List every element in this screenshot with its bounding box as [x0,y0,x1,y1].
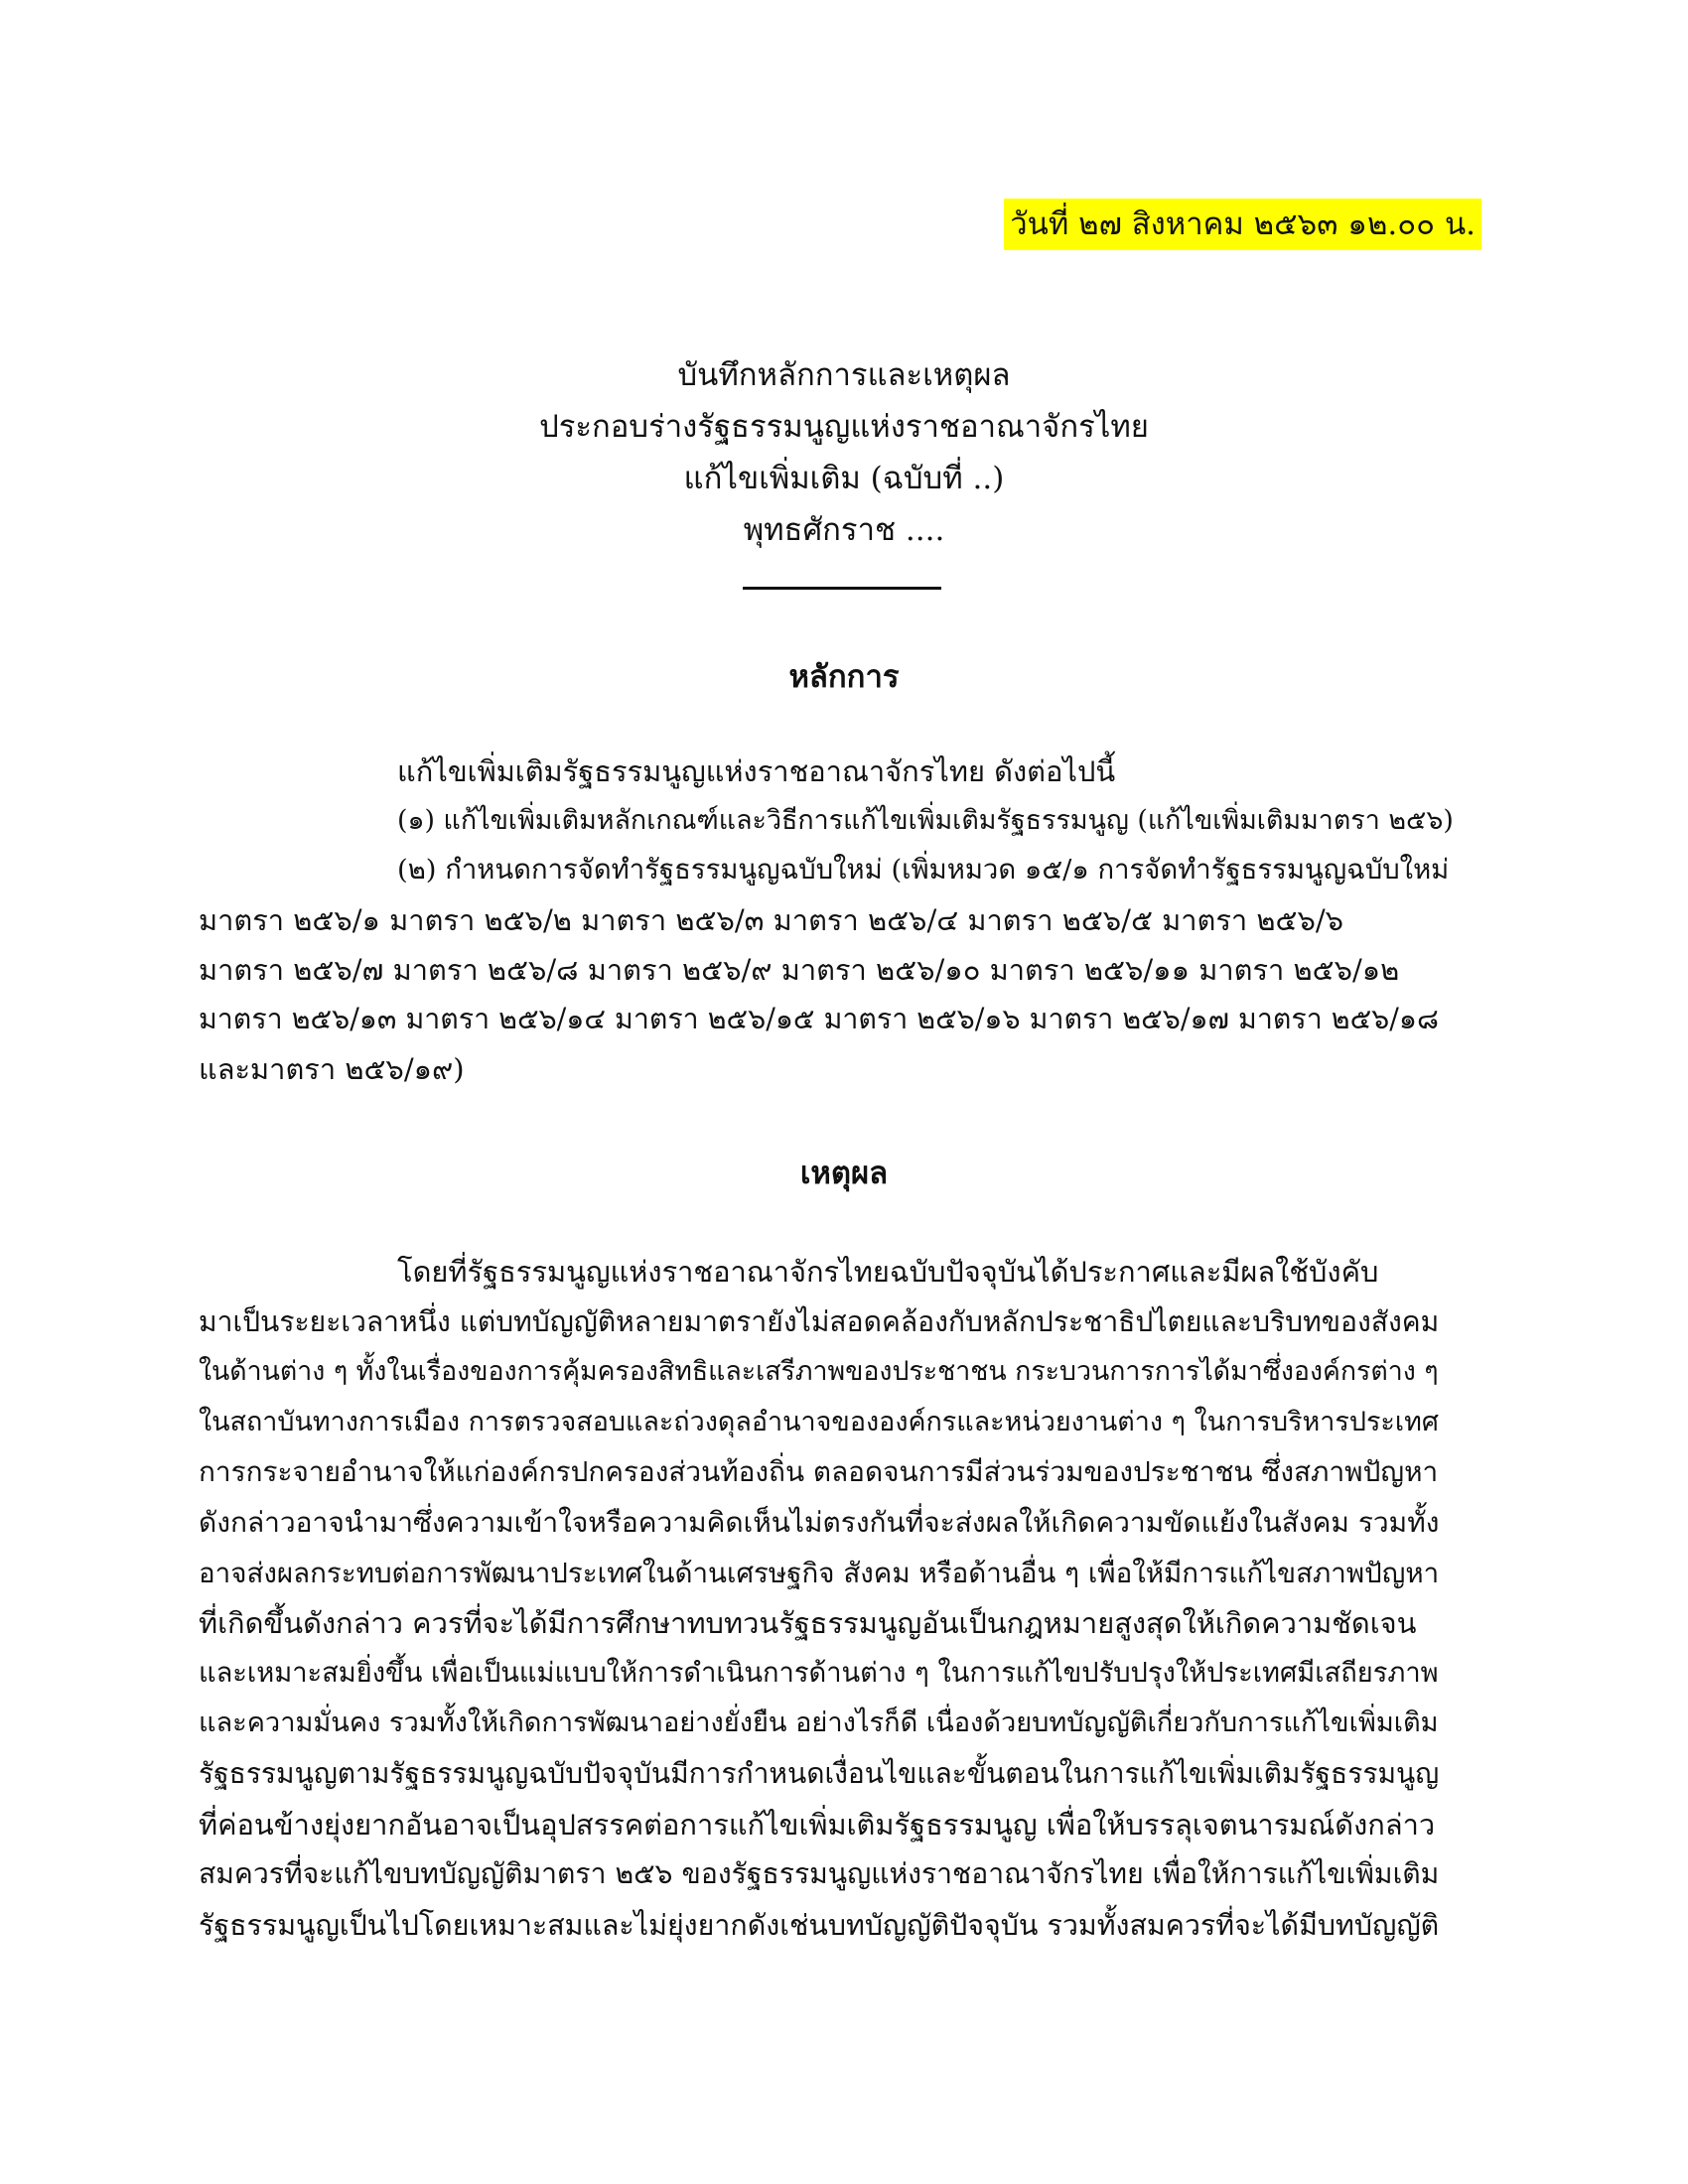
title-line: พุทธศักราช .... [743,512,945,548]
reasons-line: รัฐธรรมนูญเป็นไปโดยเหมาะสมและไม่ยุ่งยากดังเช่นบทบัญญัติปัจจุบัน รวมทั้งสมควรที่จะได้มีบทบัญญัติ [199,1907,1440,1942]
reasons-line: การกระจายอำนาจให้แก่องค์กรปกครองส่วนท้องถิ่น ตลอดจนการมีส่วนร่วมของประชาชน ซึ่งสภาพปัญหา [199,1455,1439,1489]
reasons-line: รัฐธรรมนูญตามรัฐธรรมนูญฉบับปัจจุบันมีการกำหนดเงื่อนไขและขั้นตอนในการแก้ไขเพิ่มเติมรัฐธรรมนูญ [199,1756,1440,1790]
title-line: ประกอบร่างรัฐธรรมนูญแห่งราชอาณาจักรไทย [539,409,1149,445]
document-title [0,349,1688,556]
principles-line: มาตรา ๒๕๖/๑ มาตรา ๒๕๖/๒ มาตรา ๒๕๖/๓ มาตรา ๒๕๖/๔ มาตรา ๒๕๖/๕ มาตรา ๒๕๖/๖ [199,903,1344,937]
date-stamp: วันที่ ๒๗ สิงหาคม ๒๕๖๓ ๑๒.๐๐ น. [1004,199,1481,250]
reasons-heading: เหตุผล [799,1156,889,1191]
principles-heading: หลักการ [788,659,900,695]
title-divider [743,587,941,590]
principles-line: (๑) แก้ไขเพิ่มเติมหลักเกณฑ์และวิธีการแก้ไขเพิ่มเติมรัฐธรรมนูญ (แก้ไขเพิ่มเติมมาตรา ๒๕๖) [397,805,1454,836]
reasons-line: ในด้านต่าง ๆ ทั้งในเรื่องของการคุ้มครองสิทธิและเสรีภาพของประชาชน กระบวนการการได้มาซึ่งองค์กรต่าง ๆ [199,1356,1439,1388]
reasons-line: ที่เกิดขึ้นดังกล่าว ควรที่จะได้มีการศึกษาทบทวนรัฐธรรมนูญอันเป็นกฎหมายสูงสุดให้เกิดความชัดเจน [199,1606,1417,1641]
reasons-line: และความมั่นคง รวมทั้งให้เกิดการพัฒนาอย่างยั่งยืน อย่างไรก็ดี เนื่องด้วยบทบัญญัติเกี่ยวกับการแก้ไขเพิ่มเติม [199,1707,1439,1739]
principles-line: มาตรา ๒๕๖/๑๓ มาตรา ๒๕๖/๑๔ มาตรา ๒๕๖/๑๕ มาตรา ๒๕๖/๑๖ มาตรา ๒๕๖/๑๗ มาตรา ๒๕๖/๑๘ [199,1003,1439,1035]
principles-line: มาตรา ๒๕๖/๗ มาตรา ๒๕๖/๘ มาตรา ๒๕๖/๙ มาตรา ๒๕๖/๑๐ มาตรา ๒๕๖/๑๑ มาตรา ๒๕๖/๑๒ [199,953,1400,987]
principles-section [199,747,1452,1094]
reasons-line: และเหมาะสมยิ่งขึ้น เพื่อเป็นแม่แบบให้การดำเนินการด้านต่าง ๆ ในการแก้ไขปรับปรุงให้ประเทศมีเสถียรภาพ [199,1657,1439,1689]
title-line: บันทึกหลักการและเหตุผล [677,357,1011,393]
reasons-line: โดยที่รัฐธรรมนูญแห่งราชอาณาจักรไทยฉบับปัจจุบันได้ประกาศและมีผลใช้บังคับ [397,1255,1379,1289]
reasons-line: สมควรที่จะแก้ไขบทบัญญัติมาตรา ๒๕๖ ของรัฐธรรมนูญแห่งราชอาณาจักรไทย เพื่อให้การแก้ไขเพิ่มเติม [199,1857,1440,1891]
principles-line: แก้ไขเพิ่มเติมรัฐธรรมนูญแห่งราชอาณาจักรไทย ดังต่อไปนี้ [397,754,1116,788]
reasons-section [199,1247,1452,1950]
reasons-line: ในสถาบันทางการเมือง การตรวจสอบและถ่วงดุลอำนาจขององค์กรและหน่วยงานต่าง ๆ ในการบริหารประเทศ [199,1406,1439,1437]
reasons-line: ดังกล่าวอาจนำมาซึ่งความเข้าใจหรือความคิดเห็นไม่ตรงกันที่จะส่งผลให้เกิดความขัดแย้งในสังคม รวมทั้ง [199,1505,1440,1539]
reasons-line: อาจส่งผลกระทบต่อการพัฒนาประเทศในด้านเศรษฐกิจ สังคม หรือด้านอื่น ๆ เพื่อให้มีการแก้ไขสภาพปัญหา [199,1556,1440,1589]
reasons-line: ที่ค่อนข้างยุ่งยากอันอาจเป็นอุปสรรคต่อการแก้ไขเพิ่มเติมรัฐธรรมนูญ เพื่อให้บรรลุเจตนารมณ์ดังกล่าว [199,1807,1436,1842]
reasons-line: มาเป็นระยะเวลาหนึ่ง แต่บทบัญญัติหลายมาตรายังไม่สอดคล้องกับหลักประชาธิปไตยและบริบทของสังคม [199,1304,1440,1338]
principles-line: และมาตรา ๒๕๖/๑๙) [199,1052,465,1086]
title-line: แก้ไขเพิ่มเติม (ฉบับที่ ..) [683,461,1005,496]
principles-line: (๒) กำหนดการจัดทำรัฐธรรมนูญฉบับใหม่ (เพิ่มหมวด ๑๕/๑ การจัดทำรัฐธรรมนูญฉบับใหม่ [397,855,1450,886]
